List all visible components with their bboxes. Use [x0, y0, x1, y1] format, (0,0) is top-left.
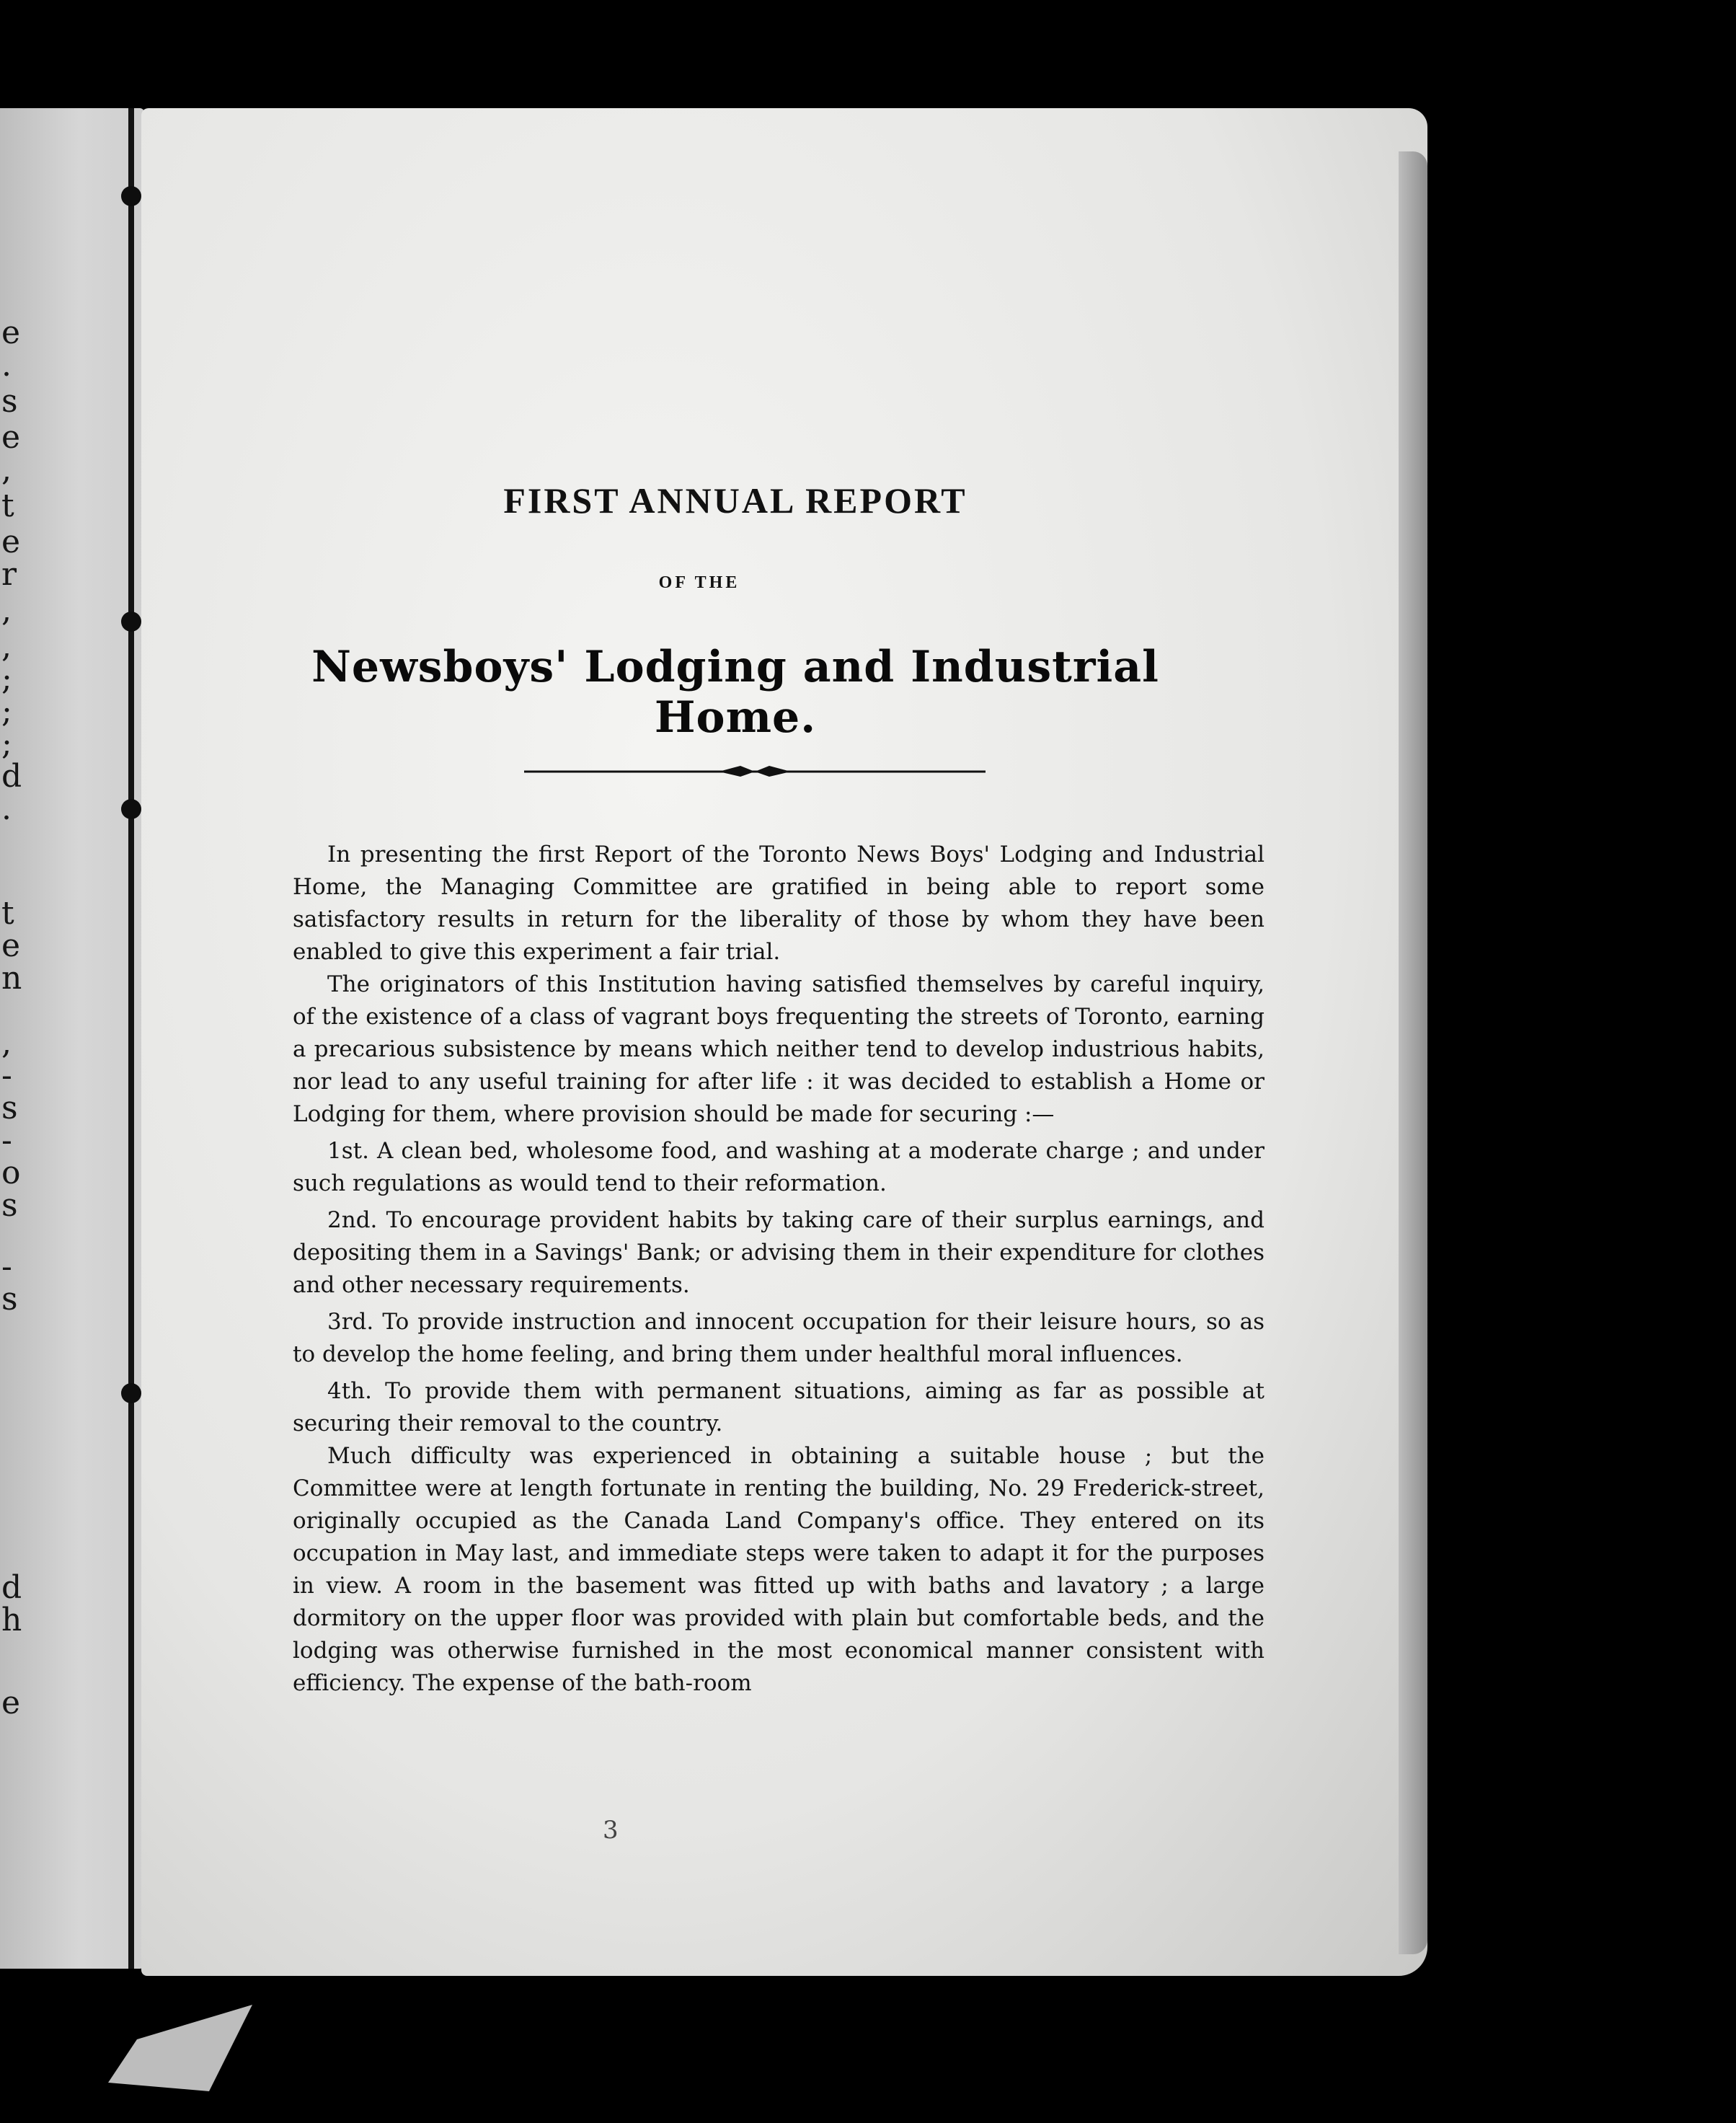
page-edge-shadow — [1399, 151, 1427, 1954]
report-title: FIRST ANNUAL REPORT — [503, 480, 967, 521]
stitch-knot — [121, 1383, 141, 1403]
facing-page-fragment: s — [1, 1187, 18, 1224]
facing-page-fragment: - — [1, 1248, 12, 1285]
paragraph: The originators of this Institution having satisfied themselves by careful inquiry, of the existence of a class of vagrant boys frequenting the streets of Toronto, earning a precarious subsistence by means which neither tend to develop industrious habits, nor lead to any useful training for after life : it was decided to establish a Home or Lodging for them, where provision should be made for securing :— — [293, 971, 1265, 1127]
facing-page-fragment: o — [1, 1155, 21, 1191]
report-body — [293, 839, 1265, 1700]
facing-page-fragment: r — [1, 556, 17, 593]
facing-page-fragment: n — [1, 960, 22, 997]
facing-page-fragment: e — [1, 419, 21, 456]
facing-page-fragment: t — [1, 487, 14, 524]
facing-page-fragment: s — [1, 1090, 18, 1126]
facing-page-fragment: h — [1, 1602, 22, 1638]
facing-page-fragment: , — [1, 451, 12, 488]
list-item-2nd: 2nd. To encourage provident habits by taking care of their surplus earnings, and depositing them in a Savings' Bank; or advising them in their expenditure for clothes and other necessary requirements. — [293, 1207, 1265, 1298]
torn-paper-fragment — [108, 2005, 252, 2091]
facing-page-fragment: - — [1, 1122, 12, 1159]
facing-page-fragment: ; — [1, 725, 12, 762]
book-spine-thread — [128, 108, 134, 1969]
report-subtitle: OF THE — [658, 573, 740, 592]
facing-page-edge — [0, 108, 144, 1969]
institution-name: Newsboys' Lodging and Industrial Home. — [311, 642, 1159, 743]
stitch-knot — [121, 612, 141, 632]
paragraph: Much difficulty was experienced in obtaining a suitable house ; but the Committee were at length fortunate in renting the building, No. 29 Frederick-street, originally occupied as the Canada Land Company's office. They entered on its occupation in May last, and immediate steps were taken to adapt it for the purposes in view. A room in the basement was fitted up with baths and lavatory ; a large dormitory on the upper floor was provided with plain but comfortable beds, and the lodging was otherwise furnished in the most economical manner consistent with efficiency. The expense of the bath-room — [293, 1443, 1265, 1696]
facing-page-fragment: d — [1, 758, 22, 795]
facing-page-fragment: - — [1, 1057, 12, 1094]
facing-page-fragment: e — [1, 314, 21, 351]
stitch-knot — [121, 799, 141, 819]
facing-page-fragment: s — [1, 1281, 18, 1318]
facing-page-fragment: . — [1, 347, 12, 384]
facing-page-fragment: , — [1, 1025, 12, 1062]
facing-page-fragment: e — [1, 524, 21, 560]
ornamental-rule — [524, 761, 986, 782]
facing-page-fragment: t — [1, 895, 14, 932]
facing-page-fragment: ; — [1, 661, 12, 697]
facing-page-fragment: , — [1, 628, 12, 665]
paragraph: In presenting the first Report of the Toronto News Boys' Lodging and Industrial Home, the Managing Committee are gratified in being able to report some satisfactory results in return for the liberality of those by whom they have been enabled to give this experiment a fair trial. — [293, 842, 1265, 965]
facing-page-fragment: e — [1, 1685, 21, 1721]
facing-page-fragment: d — [1, 1569, 22, 1606]
list-item-4th: 4th. To provide them with permanent situations, aiming as far as possible at securing their removal to the country. — [293, 1378, 1265, 1436]
facing-page-fragment: . — [1, 790, 12, 827]
facing-page-fragment: ; — [1, 693, 12, 730]
facing-page-fragment: e — [1, 927, 21, 964]
facing-page-fragment: s — [1, 383, 18, 420]
stitch-knot — [121, 186, 141, 206]
facing-page-fragment: , — [1, 592, 12, 629]
list-item-3rd: 3rd. To provide instruction and innocent occupation for their leisure hours, so as to develop the home feeling, and bring them under healthful moral influences. — [293, 1309, 1265, 1367]
list-item-1st: 1st. A clean bed, wholesome food, and washing at a moderate charge ; and under such regulations as would tend to their reformation. — [293, 1138, 1265, 1196]
bottom-mark: 3 — [603, 1816, 619, 1845]
